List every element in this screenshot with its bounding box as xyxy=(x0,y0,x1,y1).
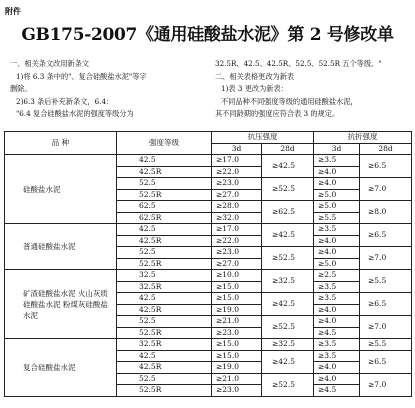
c3-cell: ≥15.0 xyxy=(212,281,262,293)
header-3d: 3d xyxy=(212,143,262,155)
grade-cell: 32.5R xyxy=(117,281,212,293)
table-row xyxy=(5,339,412,351)
c28-cell: ≥52.5 xyxy=(262,316,314,339)
c3-cell: ≥21.0 xyxy=(212,373,262,385)
paragraph-line: 其不同龄期的强度应符合表 3 的规定。 xyxy=(215,109,340,118)
c28-cell: ≥52.5 xyxy=(262,178,314,201)
grade-cell: 42.5R xyxy=(117,304,212,316)
f3-cell: ≥4.0 xyxy=(314,247,360,259)
table-row xyxy=(5,270,412,282)
c3-cell: ≥21.0 xyxy=(212,316,262,328)
grade-cell: 42.5 xyxy=(117,155,212,167)
c3-cell: ≥22.0 xyxy=(212,235,262,247)
table-row xyxy=(5,224,412,236)
f3-cell: ≥3.5 xyxy=(314,339,360,351)
f3-cell: ≥3.5 xyxy=(314,281,360,293)
paragraph-line: 32.5R、42.5、42.5R、52.5、52.5R 五个等级。" xyxy=(215,59,382,68)
f28-cell: ≥6.5 xyxy=(360,155,412,178)
strength-table xyxy=(4,131,412,397)
c28-cell: ≥42.5 xyxy=(262,224,314,247)
c3-cell: ≥15.0 xyxy=(212,350,262,362)
variety-cell: 矿渣硅酸盐水泥 火山灰质硅酸盐水泥 粉煤灰硅酸盐水泥 xyxy=(5,270,117,339)
header-grade: 强度等级 xyxy=(117,132,212,155)
f28-cell: ≥7.0 xyxy=(360,373,412,396)
header-compressive: 抗压强度 xyxy=(212,132,314,144)
annex-label: 附件 xyxy=(5,6,21,16)
c3-cell: ≥23.0 xyxy=(212,327,262,339)
f3-cell: ≥4.0 xyxy=(314,235,360,247)
paragraph-line: "6.4 复合硅酸盐水泥的强度等级分为 xyxy=(16,109,134,118)
c3-cell: ≥28.0 xyxy=(212,201,262,213)
table-body xyxy=(5,155,412,397)
f3-cell: ≥4.0 xyxy=(314,304,360,316)
grade-cell: 42.5R xyxy=(117,166,212,178)
f28-cell: ≥6.5 xyxy=(360,224,412,247)
f3-cell: ≥3.5 xyxy=(314,224,360,236)
grade-cell: 62.5R xyxy=(117,212,212,224)
grade-cell: 52.5 xyxy=(117,178,212,190)
f3-cell: ≥5.0 xyxy=(314,201,360,213)
c28-cell: ≥42.5 xyxy=(262,293,314,316)
grade-cell: 42.5 xyxy=(117,224,212,236)
variety-cell: 硅酸盐水泥 xyxy=(5,155,117,224)
header-flexural: 抗折强度 xyxy=(314,132,412,144)
c3-cell: ≥17.0 xyxy=(212,224,262,236)
grade-cell: 62.5 xyxy=(117,201,212,213)
c3-cell: ≥19.0 xyxy=(212,362,262,374)
grade-cell: 42.5R xyxy=(117,235,212,247)
f3-cell: ≥4.5 xyxy=(314,327,360,339)
c28-cell: ≥52.5 xyxy=(262,373,314,396)
f3-cell: ≥4.0 xyxy=(314,373,360,385)
c28-cell: ≥52.5 xyxy=(262,247,314,270)
c3-cell: ≥19.0 xyxy=(212,304,262,316)
header-variety: 品 种 xyxy=(5,132,117,155)
grade-cell: 52.5R xyxy=(117,327,212,339)
c3-cell: ≥15.0 xyxy=(212,293,262,305)
f28-cell: ≥5.5 xyxy=(360,339,412,351)
c28-cell: ≥62.5 xyxy=(262,201,314,224)
f28-cell: ≥8.0 xyxy=(360,201,412,224)
f28-cell: ≥5.5 xyxy=(360,270,412,293)
header-3d: 3d xyxy=(314,143,360,155)
header-28d: 28d xyxy=(262,143,314,155)
c3-cell: ≥17.0 xyxy=(212,155,262,167)
paragraph-line: 1)表 3 更改为新表： xyxy=(221,84,288,93)
c28-cell: ≥32.5 xyxy=(262,270,314,293)
f3-cell: ≥2.5 xyxy=(314,270,360,282)
f3-cell: ≥4.0 xyxy=(314,316,360,328)
f3-cell: ≥5.0 xyxy=(314,189,360,201)
f3-cell: ≥5.0 xyxy=(314,258,360,270)
f28-cell: ≥6.5 xyxy=(360,350,412,373)
c3-cell: ≥15.0 xyxy=(212,339,262,351)
f3-cell: ≥4.0 xyxy=(314,166,360,178)
paragraph-line: 不同品种不同强度等级的通用硅酸盐水泥， xyxy=(221,96,358,106)
f3-cell: ≥3.5 xyxy=(314,293,360,305)
f28-cell: ≥7.0 xyxy=(360,316,412,339)
grade-cell: 42.5R xyxy=(117,362,212,374)
table-row xyxy=(5,155,412,167)
grade-cell: 42.5 xyxy=(117,350,212,362)
f28-cell: ≥7.0 xyxy=(360,178,412,201)
f3-cell: ≥4.0 xyxy=(314,362,360,374)
paragraph-line: 1)将 6.3 条中的"、复合硅酸盐水泥"等字 xyxy=(16,71,147,81)
document-title: GB175-2007《通用硅酸盐水泥》第 2 号修改单 xyxy=(21,25,394,45)
c3-cell: ≥23.0 xyxy=(212,178,262,190)
f3-cell: ≥4.0 xyxy=(314,178,360,190)
c3-cell: ≥23.0 xyxy=(212,247,262,259)
right-text-column xyxy=(215,58,410,121)
variety-cell: 普通硅酸盐水泥 xyxy=(5,224,117,270)
grade-cell: 32.5 xyxy=(117,270,212,282)
grade-cell: 42.5 xyxy=(117,293,212,305)
c3-cell: ≥23.0 xyxy=(212,385,262,397)
f28-cell: ≥6.5 xyxy=(360,293,412,316)
f28-cell: ≥7.0 xyxy=(360,247,412,270)
c3-cell: ≥10.0 xyxy=(212,270,262,282)
c3-cell: ≥27.0 xyxy=(212,258,262,270)
variety-cell: 复合硅酸盐水泥 xyxy=(5,339,117,397)
grade-cell: 32.5R xyxy=(117,339,212,351)
paragraph-line: 删除。 xyxy=(10,84,32,93)
section-heading: 二、相关表格更改为新表 xyxy=(215,71,295,81)
header-28d: 28d xyxy=(360,143,412,155)
c3-cell: ≥32.0 xyxy=(212,212,262,224)
grade-cell: 52.5 xyxy=(117,316,212,328)
c28-cell: ≥32.5 xyxy=(262,339,314,351)
grade-cell: 52.5 xyxy=(117,247,212,259)
grade-cell: 52.5R xyxy=(117,258,212,270)
f3-cell: ≥5.5 xyxy=(314,212,360,224)
left-text-column xyxy=(10,58,210,121)
f3-cell: ≥3.5 xyxy=(314,155,360,167)
section-heading: 一、相关条文改用新条文 xyxy=(10,59,90,68)
c3-cell: ≥22.0 xyxy=(212,166,262,178)
f3-cell: ≥4.5 xyxy=(314,385,360,397)
c3-cell: ≥27.0 xyxy=(212,189,262,201)
f3-cell: ≥3.5 xyxy=(314,350,360,362)
paragraph-line: 2)6.3 条后补充新条文，6.4： xyxy=(16,96,114,106)
c28-cell: ≥42.5 xyxy=(262,155,314,178)
c28-cell: ≥42.5 xyxy=(262,350,314,373)
grade-cell: 52.5R xyxy=(117,385,212,397)
grade-cell: 52.5 xyxy=(117,373,212,385)
grade-cell: 52.5R xyxy=(117,189,212,201)
